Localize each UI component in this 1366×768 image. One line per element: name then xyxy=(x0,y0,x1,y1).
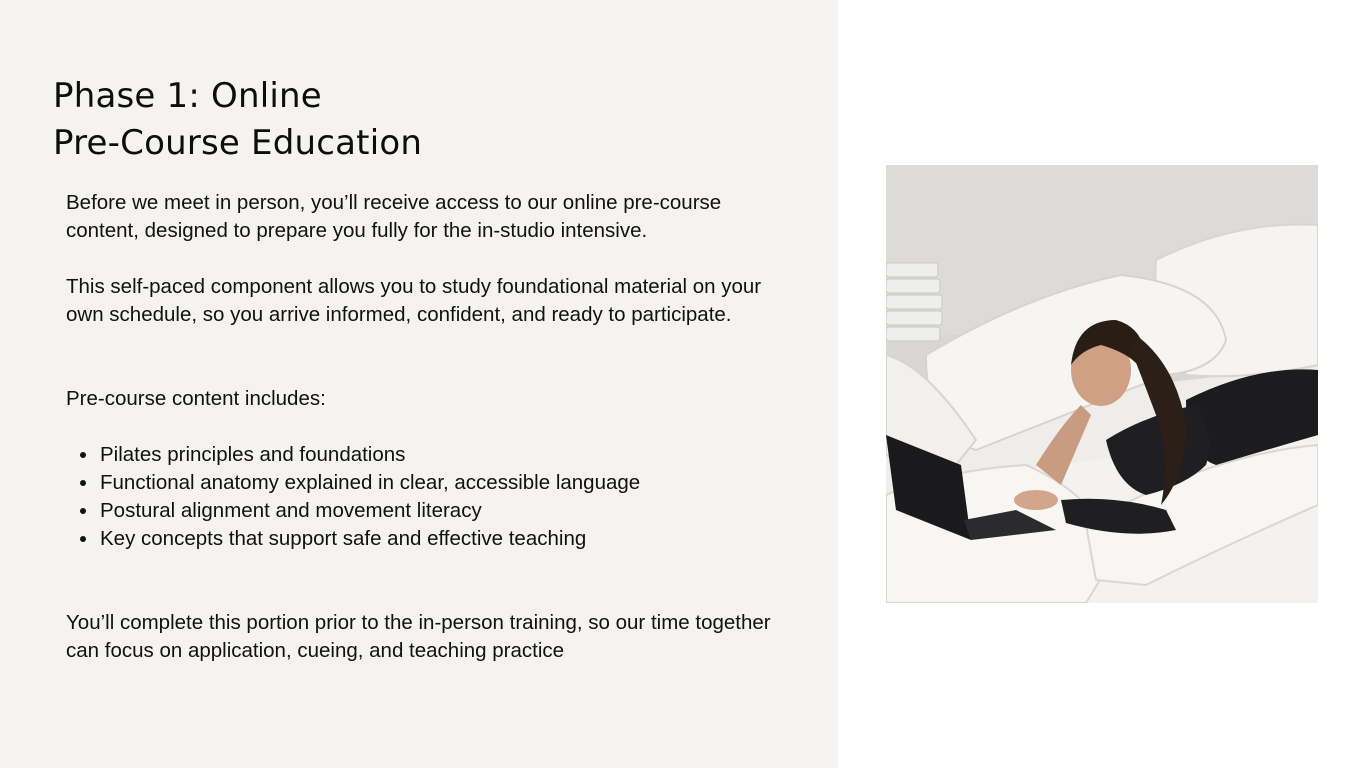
content-list xyxy=(66,441,640,553)
includes-label: Pre-course content includes: xyxy=(66,387,326,410)
list-item: Pilates principles and foundations xyxy=(66,441,640,469)
bullet-dot-icon xyxy=(80,480,86,486)
page-title-line-2: Pre-Course Education xyxy=(53,123,423,163)
student-on-sofa-photo xyxy=(886,165,1318,603)
bullet-dot-icon xyxy=(80,452,86,458)
list-item: Key concepts that support safe and effective teaching xyxy=(66,525,640,553)
page-title xyxy=(53,73,422,167)
intro-paragraph: Before we meet in person, you’ll receive access to our online pre-course content, designed to prepare you fully for the in-studio intensive. xyxy=(66,191,722,242)
bullet-dot-icon xyxy=(80,508,86,514)
closing-paragraph: You’ll complete this portion prior to the in-person training, so our time together can focus on application, cueing, and teaching practice xyxy=(66,611,771,662)
self-paced-paragraph: This self-paced component allows you to study foundational material on your own schedule, so you arrive informed, confident, and ready to participate. xyxy=(66,275,762,326)
list-item: Functional anatomy explained in clear, accessible language xyxy=(66,469,640,497)
list-item: Postural alignment and movement literacy xyxy=(66,497,640,525)
bullet-dot-icon xyxy=(80,536,86,542)
page-title-line-1: Phase 1: Online xyxy=(53,76,322,116)
